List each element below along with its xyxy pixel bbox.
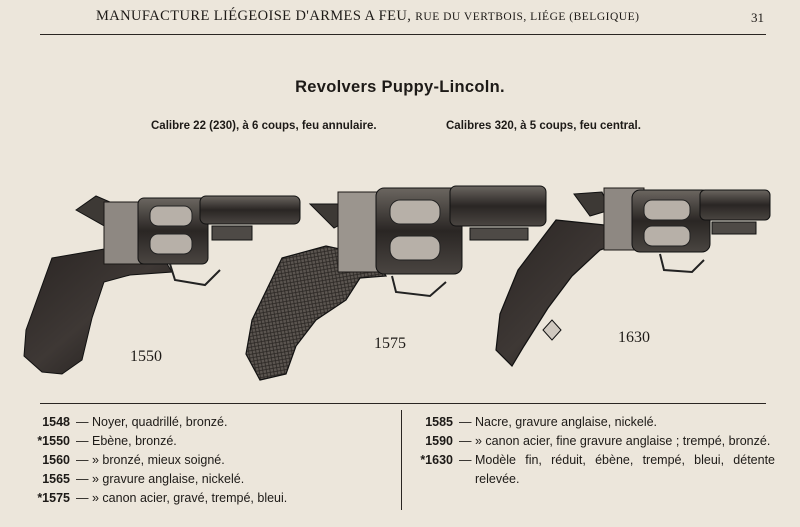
item-dash: — » [76, 453, 99, 467]
item-code: *1575 [37, 491, 70, 505]
item-dash: — » [459, 434, 482, 448]
item-code: 1548 [42, 415, 70, 429]
section-title: Revolvers Puppy-Lincoln. [295, 78, 505, 96]
item-description: bronzé, mieux soigné. [102, 453, 225, 467]
item-code: 1585 [425, 415, 453, 429]
list-item [20, 470, 390, 489]
header-address: RUE DU VERTBOIS, LIÉGE (BELGIQUE) [415, 11, 640, 23]
item-description: gravure anglaise, nickelé. [102, 472, 245, 486]
item-dash: — » [76, 472, 99, 486]
item-dash: — » [76, 491, 99, 505]
item-code: *1550 [37, 434, 70, 448]
calibre-right: Calibres 320, à 5 coups, feu central. [446, 120, 641, 132]
price-list-right [403, 413, 775, 489]
list-item [20, 432, 390, 451]
list-top-rule [40, 403, 766, 404]
item-description: Modèle fin, réduit, ébène, trempé, bleui, détente relevée. [474, 453, 775, 486]
item-description: Nacre, gravure anglaise, nickelé. [474, 415, 658, 429]
item-description: Ebène, bronzé. [91, 434, 177, 448]
item-description: canon acier, fine gravure anglaise ; trempé, bronzé. [485, 434, 771, 448]
list-item [403, 432, 775, 451]
list-item [20, 451, 390, 470]
page-number: 31 [751, 10, 764, 25]
list-item [20, 489, 390, 508]
figure-number-1575: 1575 [374, 335, 406, 352]
list-item [20, 413, 390, 432]
item-code: *1630 [420, 453, 453, 467]
item-code: 1590 [425, 434, 453, 448]
item-dash: — [459, 415, 472, 429]
price-list-left [20, 413, 390, 508]
figure-number-1550: 1550 [130, 348, 162, 365]
list-item [403, 451, 775, 489]
item-dash: — [76, 434, 89, 448]
list-item [403, 413, 775, 432]
item-code: 1560 [42, 453, 70, 467]
figure-number-1630: 1630 [618, 329, 650, 346]
calibre-left: Calibre 22 (230), à 6 coups, feu annulaire. [151, 120, 377, 132]
column-divider [401, 410, 402, 510]
item-description: Noyer, quadrillé, bronzé. [91, 415, 228, 429]
header-title: MANUFACTURE LIÉGEOISE D'ARMES A FEU, [96, 8, 412, 24]
item-code: 1565 [42, 472, 70, 486]
item-dash: — [76, 415, 89, 429]
item-description: canon acier, gravé, trempé, bleui. [102, 491, 288, 505]
item-dash: — [459, 453, 472, 467]
